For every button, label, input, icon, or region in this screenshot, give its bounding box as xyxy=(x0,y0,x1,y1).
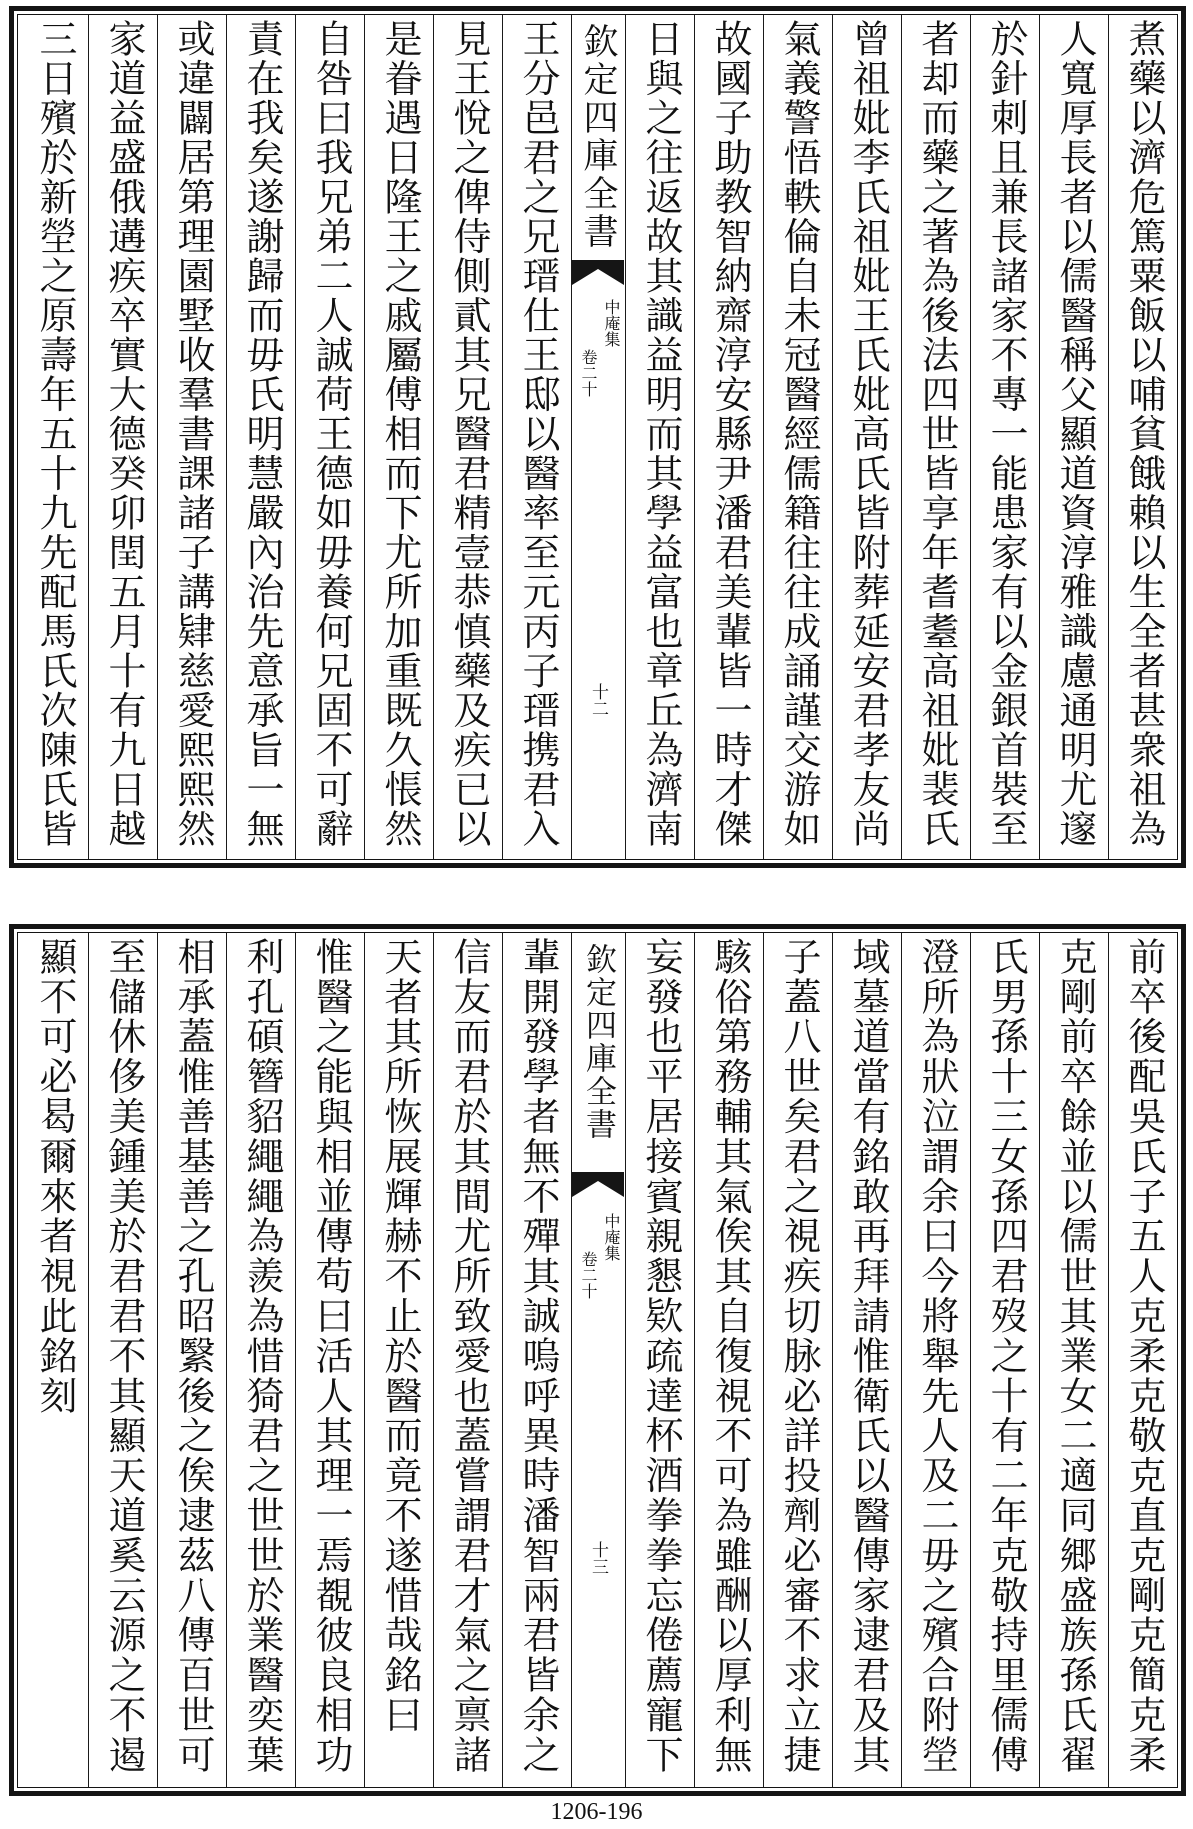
center-margin-column xyxy=(571,933,625,1787)
text-column: 惟醫之能與相並傳苟曰活人其理一焉覩彼良相功 xyxy=(295,933,364,1787)
margin-leaf-number: 十三 xyxy=(588,1541,608,1575)
text-column: 曾祖妣李氏祖妣王氏妣高氏皆附葬延安君孝友尚 xyxy=(832,15,901,859)
center-margin-column xyxy=(571,15,625,859)
text-column: 至儲休侈美鍾美於君君不其顯天道奚云源之不遏 xyxy=(88,933,157,1787)
text-column: 妄發也平居接賓親懇欵疏達杯酒拳拳忘倦薦寵下 xyxy=(625,933,694,1787)
text-column: 子蓋八世矣君之視疾切脉必詳投劑必審不求立捷 xyxy=(763,933,832,1787)
text-column: 域墓道當有銘敢再拜請惟衛氏以醫傳家逮君及其 xyxy=(832,933,901,1787)
margin-volume-label: 卷二十 xyxy=(579,1251,598,1299)
text-column: 於針刺且兼長諸家不專一能患家有以金銀首裝至 xyxy=(970,15,1039,859)
text-column: 信友而君於其間尤所致愛也蓋嘗謂君才氣之禀諸 xyxy=(433,933,502,1787)
text-column: 氏男孫十三女孫四君歿之十有二年克敬持里儒傅 xyxy=(970,933,1039,1787)
text-column: 日與之往返故其識益明而其學益富也章丘為濟南 xyxy=(625,15,694,859)
text-column: 自咎曰我兄弟二人誠荷王德如毋養何兄固不可辭 xyxy=(295,15,364,859)
text-column: 澄所為狀泣謂余曰今將舉先人及二毋之殯合附塋 xyxy=(901,933,970,1787)
text-column: 或違闢居第理園墅收羣書課諸子講肄慈愛熙熙然 xyxy=(157,15,226,859)
margin-leaf-number: 十二 xyxy=(588,683,608,717)
upper-page-frame xyxy=(17,14,1178,860)
margin-collection-title: 中庵集 xyxy=(602,299,621,347)
text-column: 故國子助教智納齋淳安縣尹潘君美輩皆一時才傑 xyxy=(694,15,763,859)
text-column: 家道益盛俄遘疾卒實大德癸卯閏五月十有九日越 xyxy=(88,15,157,859)
lower-page-panel xyxy=(9,924,1186,1796)
text-column: 輩開發學者無不殫其誠嗚呼異時潘智兩君皆余之 xyxy=(502,933,571,1787)
text-column: 相承蓋惟善基善之孔昭繄後之俟逮茲八傳百世可 xyxy=(157,933,226,1787)
text-column: 三日殯於新塋之原壽年五十九先配馬氏次陳氏皆 xyxy=(33,19,77,849)
text-column: 利孔碩簪貂繩繩為羨為惜猗君之世世於業醫奕葉 xyxy=(226,933,295,1787)
footer-page-number: 1206-196 xyxy=(550,1799,643,1825)
margin-collection-title: 中庵集 xyxy=(602,1213,621,1261)
upper-page-panel xyxy=(9,6,1186,868)
fish-tail-mark xyxy=(572,1170,624,1200)
text-column: 駭俗第務輔其氣俟其自復視不可為雖酬以厚利無 xyxy=(694,933,763,1787)
text-column: 王分邑君之兄瑨仕王邸以醫率至元丙子瑨携君入 xyxy=(502,15,571,859)
text-column: 見王悅之俾侍側貳其兄醫君精壹恭慎藥及疾已以 xyxy=(433,15,502,859)
text-column: 克剛前卒餘並以儒世其業女二適同郷盛族孫氏翟 xyxy=(1039,933,1108,1787)
text-column: 人寬厚長者以儒醫稱父顯道資淳雅識慮通明尤邃 xyxy=(1039,15,1108,859)
text-column: 天者其所恢展輝赫不止於醫而竟不遂惜哉銘曰 xyxy=(364,933,433,1787)
text-column: 是眷遇日隆王之戚屬傅相而下尤所加重既久悵然 xyxy=(364,15,433,859)
text-column: 者却而藥之著為後法四世皆享年耆耋高祖妣裴氏 xyxy=(901,15,970,859)
fish-tail-mark xyxy=(572,258,624,288)
text-column: 責在我矣遂謝歸而毋氏明慧嚴內治先意承旨一無 xyxy=(226,15,295,859)
text-column: 顯不可必曷爾來者視此銘刻 xyxy=(33,937,77,1416)
margin-volume-label: 卷二十 xyxy=(579,349,598,397)
lower-page-frame xyxy=(17,932,1178,1788)
text-column: 氣義警悟軼倫自未冠醫經儒籍往往成誦謹交游如 xyxy=(763,15,832,859)
text-column: 前卒後配吳氏子五人克柔克敬克直克剛克簡克柔 xyxy=(1108,933,1177,1787)
margin-book-title: 欽定四庫全書 xyxy=(578,23,618,251)
margin-book-title: 欽定四庫全書 xyxy=(580,943,616,1141)
text-column: 煮藥以濟危篤粟飯以哺貧餓賴以生全者甚衆祖為 xyxy=(1108,15,1177,859)
